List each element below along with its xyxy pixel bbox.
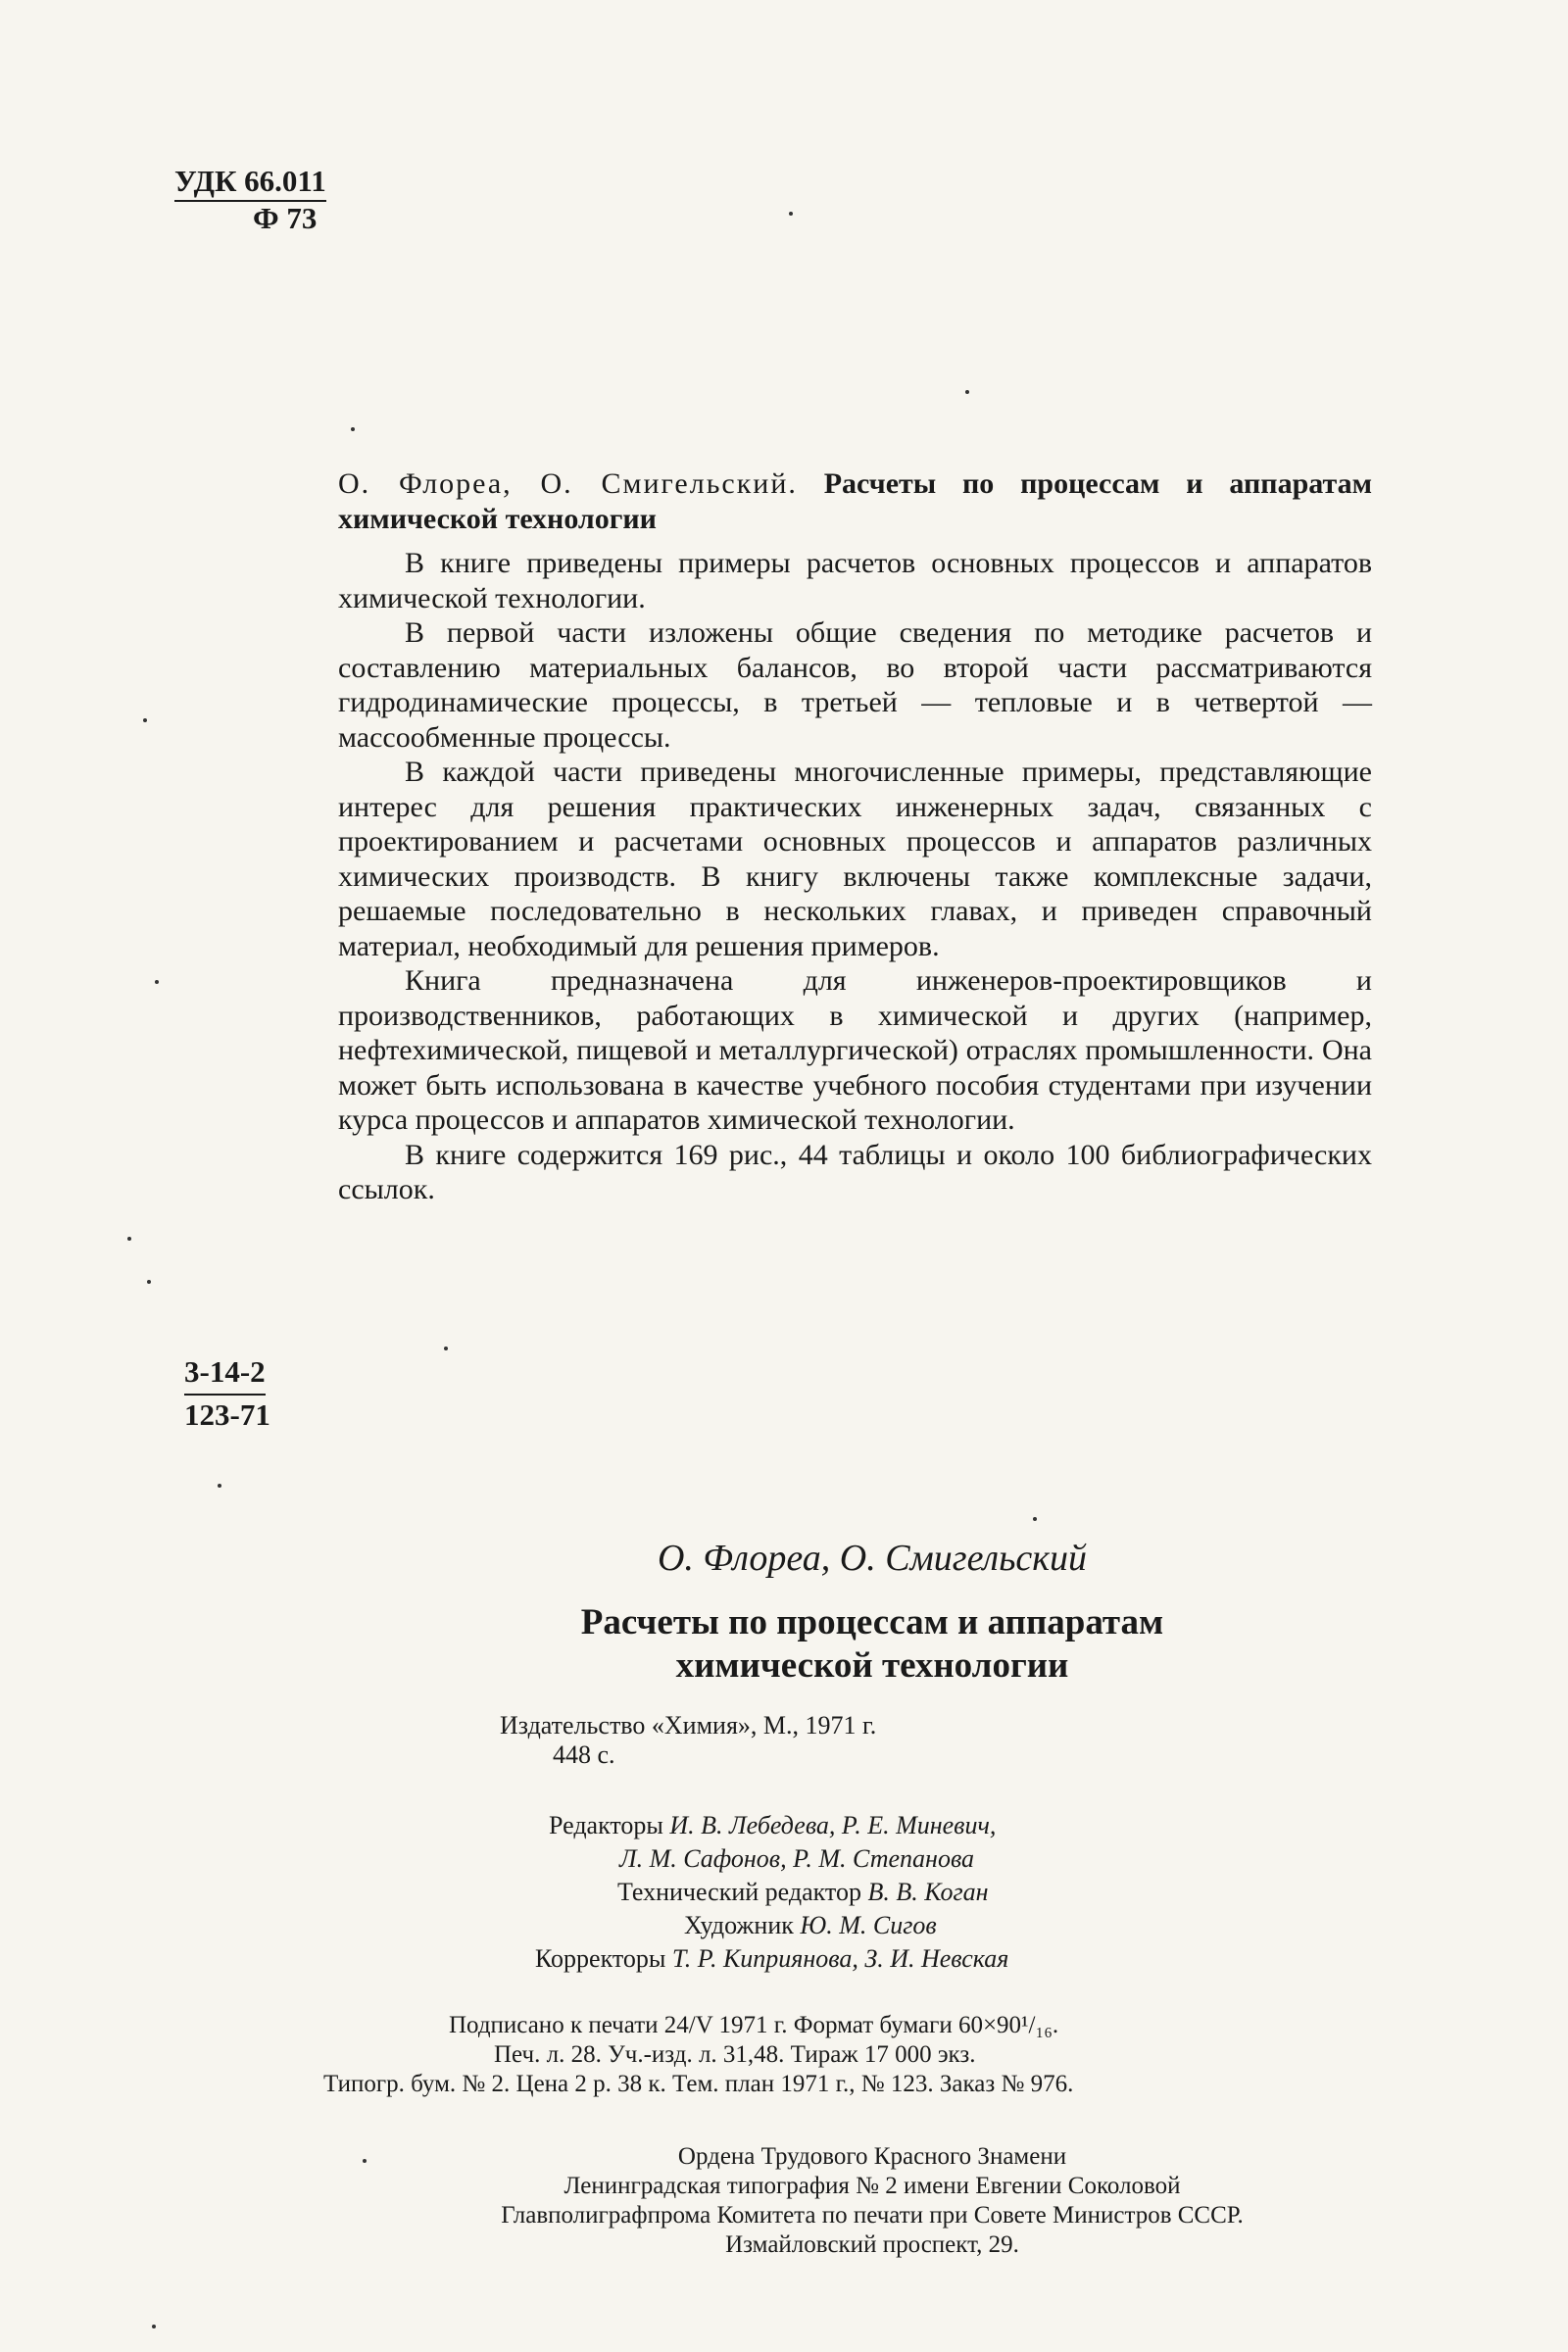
artist-name: Ю. М. Сигов <box>800 1911 937 1939</box>
scan-speck <box>152 2325 156 2328</box>
annotation-paragraph: В книге содержится 169 рис., 44 таблицы и около 100 библиографических ссылок. <box>338 1138 1372 1205</box>
scan-speck <box>351 427 355 431</box>
catalog-code-bottom: 123-71 <box>184 1397 270 1432</box>
annotation-authors: О. Флореа, О. Смигельский. <box>338 467 798 500</box>
printer-info <box>353 2142 1392 2260</box>
printer-line: Главполиграфпрома Комитета по печати при Совете Министров СССР. <box>501 2202 1244 2229</box>
annotation-paragraph: В каждой части приведены многочисленные примеры, представляющие интерес для решения практических инженерных задач, связанных с проектированием и расчетами основных процессов и аппаратов различных химических производств. В книгу включены также комплексные задачи, решаемые последовательно в нескольких главах, и приведен справочный материал, необходимый для решения примеров. <box>338 756 1372 962</box>
credits-editors-cont <box>619 1842 1431 1876</box>
annotation-paragraph: В первой части изложены общие сведения по методике расчетов и составлению материальных балансов, во второй части рассматриваются гидродинамические процессы, в третьей — тепловые и в четвертой — массообменные процессы. <box>338 616 1372 754</box>
imprint-title-line: Расчеты по процессам и аппаратам <box>580 1602 1164 1642</box>
tech-editor-name: В. В. Коган <box>867 1878 989 1906</box>
print-specs <box>323 2011 1073 2099</box>
udk-block <box>174 163 326 237</box>
credits-correctors <box>535 1942 1431 1976</box>
udk-code: УДК 66.011 <box>174 164 326 202</box>
imprint-pages: 448 с. <box>553 1740 615 1769</box>
editors-names: И. В. Лебедева, Р. Е. Миневич, <box>669 1811 997 1839</box>
credits-tech-editor <box>617 1876 1431 1909</box>
scan-speck <box>965 390 969 394</box>
tech-editor-label: Технический редактор <box>617 1878 861 1906</box>
annotation <box>338 466 1372 1207</box>
catalog-code-top: 3-14-2 <box>184 1352 266 1396</box>
imprint-title-line: химической технологии <box>675 1645 1069 1686</box>
correctors-label: Корректоры <box>535 1944 666 1973</box>
editors-label: Редакторы <box>549 1811 663 1839</box>
scan-speck <box>444 1347 448 1350</box>
scan-speck <box>789 212 793 216</box>
scan-speck <box>155 980 159 984</box>
printer-line: Измайловский проспект, 29. <box>725 2231 1019 2258</box>
scan-speck <box>363 2159 367 2163</box>
print-specs-line: Типогр. бум. № 2. Цена 2 р. 38 к. Тем. план 1971 г., № 123. Заказ № 976. <box>323 2071 1074 2097</box>
editors-names: Л. М. Сафонов, Р. М. Степанова <box>619 1844 975 1873</box>
printer-line: Ленинградская типография № 2 имени Евгении Соколовой <box>564 2173 1181 2199</box>
credits <box>314 1809 1431 1976</box>
scan-speck <box>127 1237 131 1241</box>
annotation-heading <box>338 466 1372 536</box>
scan-speck <box>147 1280 151 1284</box>
udk-index: Ф 73 <box>253 201 318 235</box>
correctors-names: Т. Р. Киприянова, З. И. Невская <box>671 1944 1009 1973</box>
scan-speck <box>218 1484 221 1488</box>
scan-speck <box>1033 1517 1037 1521</box>
annotation-title: Расчеты по процессам и аппаратам химической технологии <box>338 467 1373 535</box>
annotation-paragraph: Книга предназначена для инженеров-проектировщиков и производственников, работающих в химической и других (например, нефтехимической, пищевой и металлургической) отраслях промышленности. Она может быть использована в качестве учебного пособия студентами при изучении курса процессов и аппаратов химической технологии. <box>338 964 1372 1136</box>
printer-line: Ордена Трудового Красного Знамени <box>677 2143 1067 2170</box>
artist-label: Художник <box>684 1911 794 1939</box>
imprint-authors: О. Флореа, О. Смигельский <box>657 1538 1088 1579</box>
imprint-publisher: Издательство «Химия», М., 1971 г. <box>500 1711 877 1740</box>
imprint-title <box>314 1601 1431 1688</box>
catalog-code <box>184 1352 270 1435</box>
imprint-block <box>314 1537 1431 1976</box>
annotation-paragraph: В книге приведены примеры расчетов основных процессов и аппаратов химической технологии. <box>338 547 1372 614</box>
scan-speck <box>143 718 147 722</box>
credits-editors <box>549 1809 1431 1842</box>
print-specs-line: Печ. л. 28. Уч.-изд. л. 31,48. Тираж 17 000 экз. <box>494 2041 976 2068</box>
print-specs-line: Подписано к печати 24/V 1971 г. Формат бумаги 60×90¹/₁₆. <box>449 2012 1059 2038</box>
credits-artist <box>684 1909 1431 1942</box>
